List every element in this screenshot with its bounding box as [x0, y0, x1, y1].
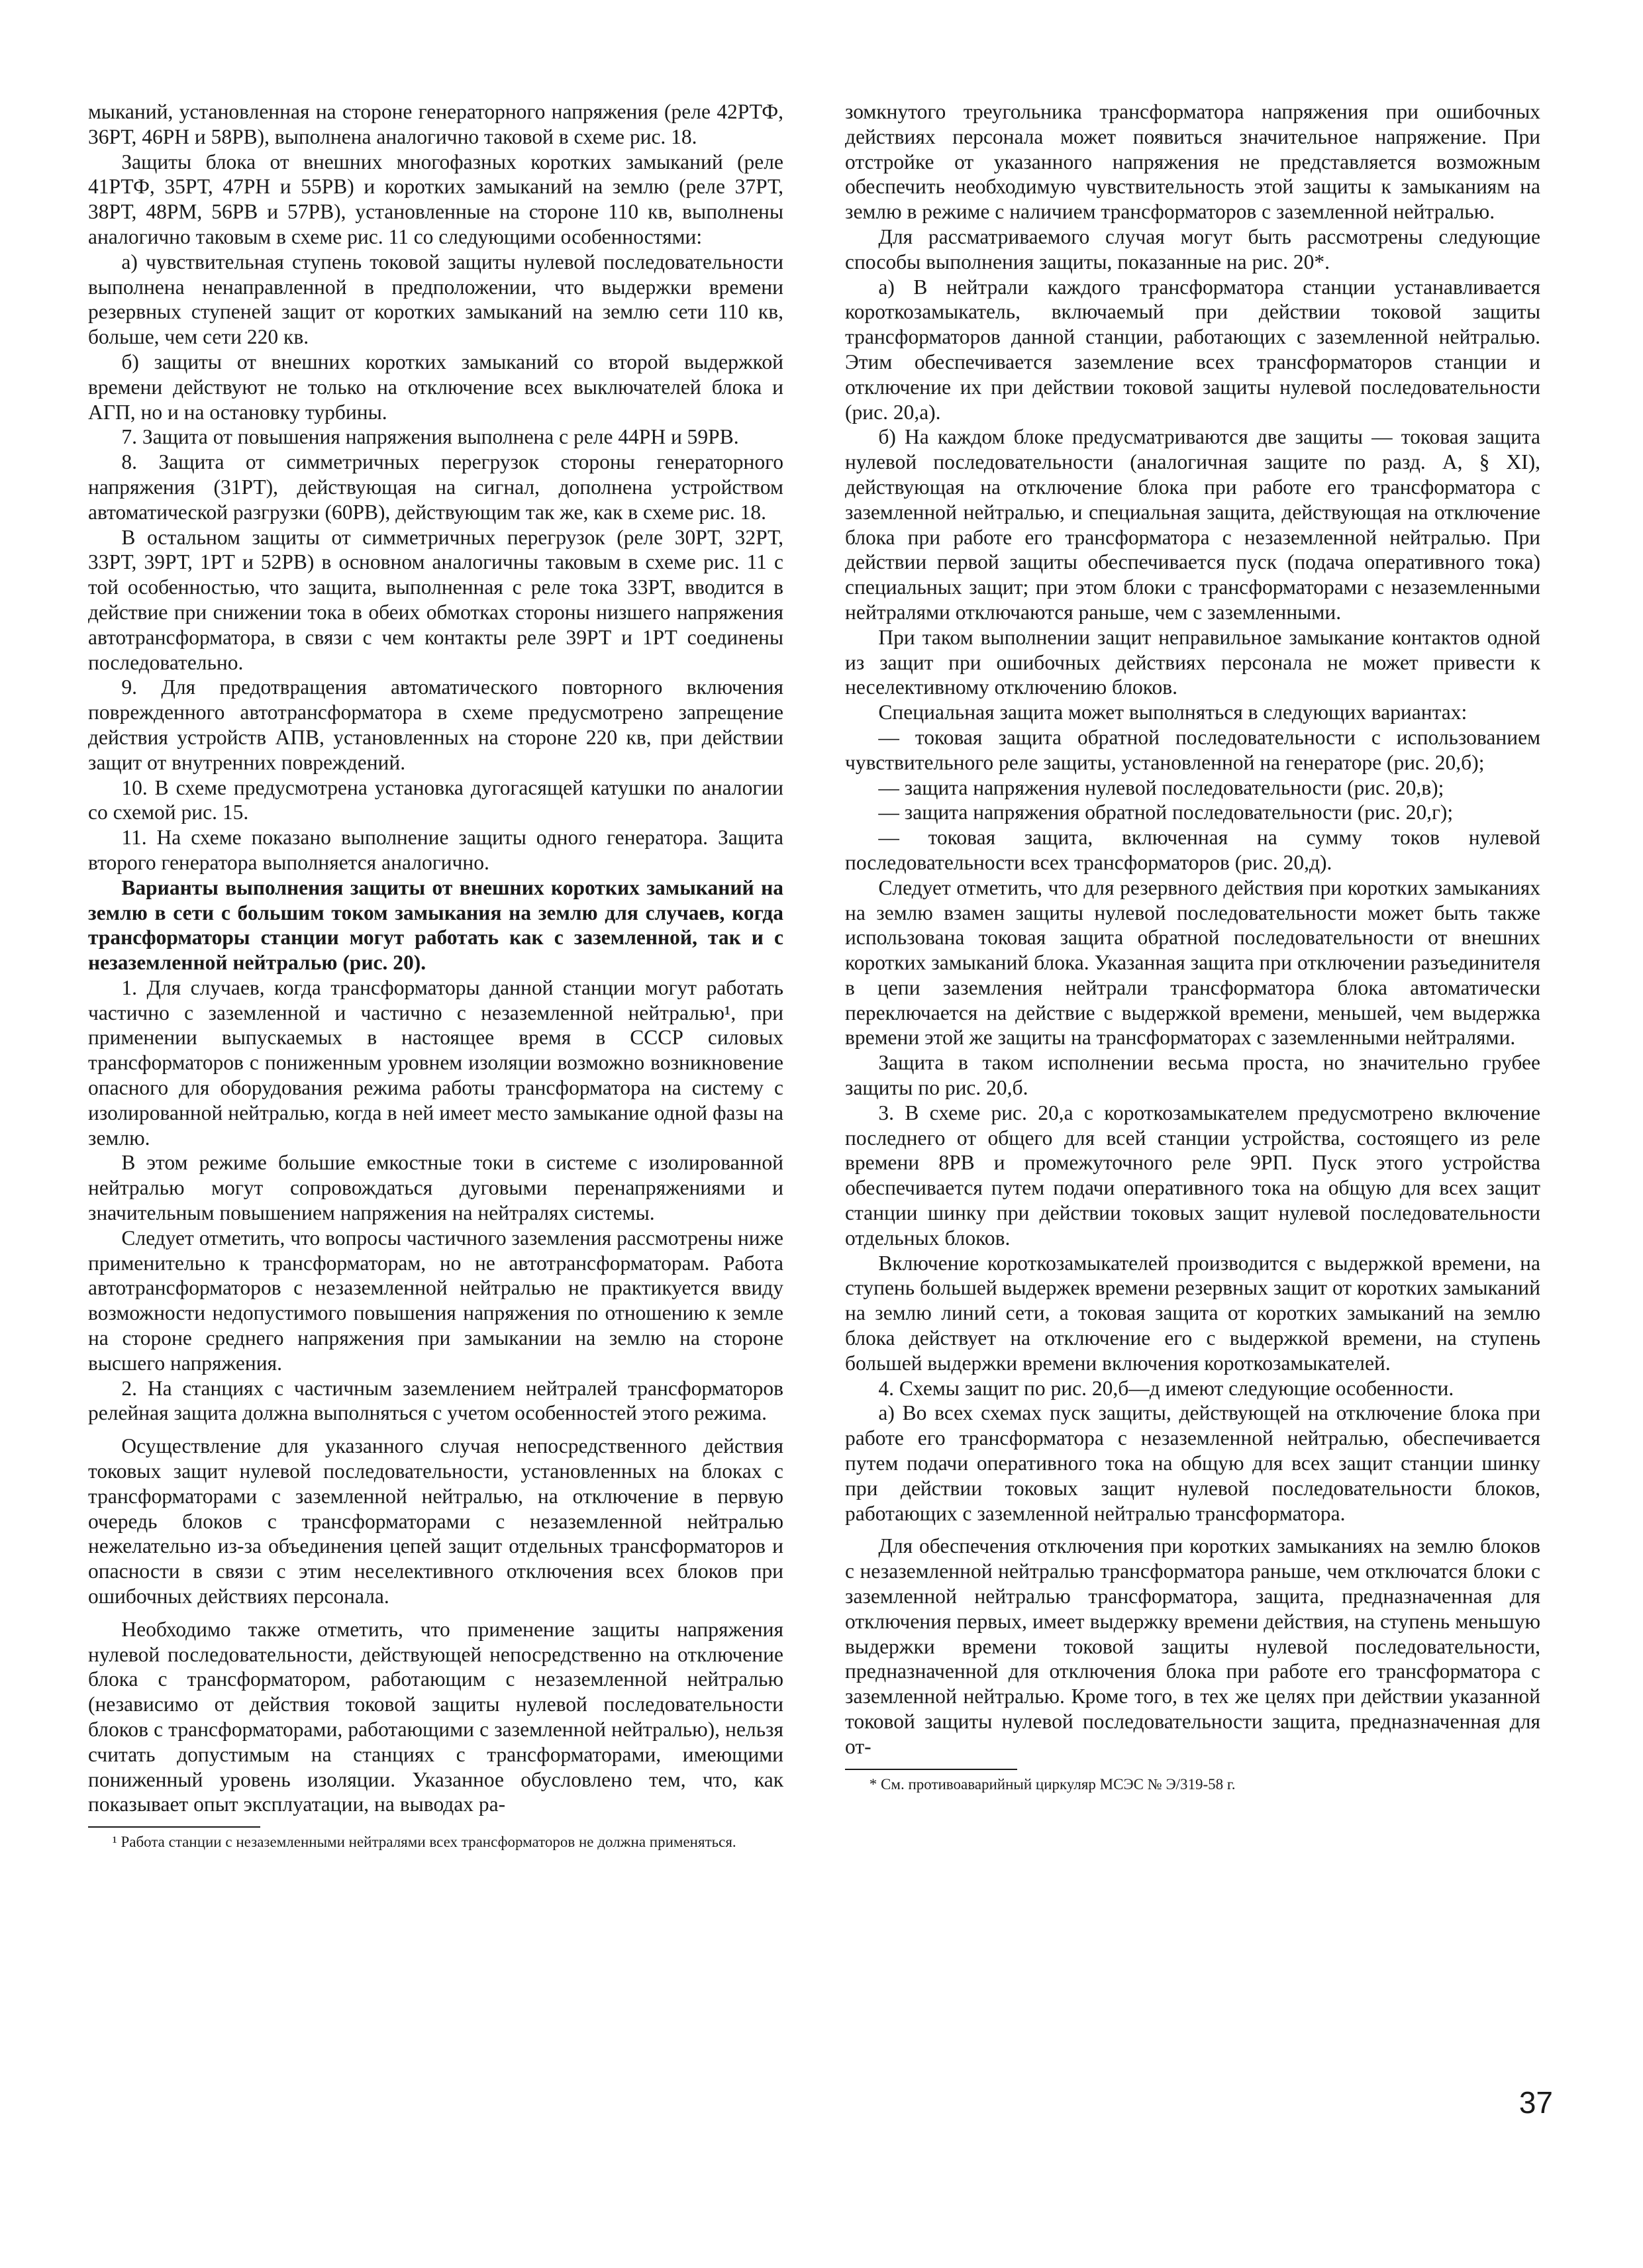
footnote-divider — [845, 1769, 1017, 1770]
paragraph: Включение короткозамыкателей производится с выдержкой времени, на ступень большей выдержек времени резервных защит от коротких замыканий на землю линий сети, а токовая защита от коротких замыканий на землю блока действует на отключение его с выдержкой времени, на ступень большей выдержки времени включения короткозамыкателей. — [845, 1251, 1540, 1375]
footnote: ¹ Работа станции с незаземленными нейтралями всех трансформаторов не должна применяться. — [112, 1834, 736, 1851]
paragraph: зомкнутого треугольника трансформатора напряжения при ошибочных действиях персонала может появиться значительное напряжение. При отстройке от указанного напряжения не представляется возможным обеспечить необходимую чувствительность этой защиты к замыканиям на землю в режиме с наличием трансформаторов с заземленной нейтралью. — [845, 100, 1540, 224]
footnote: * См. противоаварийный циркуляр МСЭС № Э/319-58 г. — [869, 1775, 1236, 1793]
right-column — [845, 99, 1540, 1793]
paragraph: При таком выполнении защит неправильное замыкание контактов одной из защит при ошибочных действиях персонала не может привести к неселективному отключению блоков. — [845, 625, 1540, 699]
section-heading: Варианты выполнения защиты от внешних коротких замыканий на землю в сети с большим током замыкания на землю для случаев, когда трансформаторы станции могут работать как с заземленной, так и с незаземленной нейтралью (рис. 20). — [88, 875, 783, 975]
paragraph: 8. Защита от симметричных перегрузок стороны генераторного напряжения (31РТ), действующая на сигнал, дополнена устройством автоматической разгрузки (60РВ), действующим так же, как в схеме рис. 18. — [88, 450, 783, 524]
paragraph: а) чувствительная ступень токовой защиты нулевой последовательности выполнена ненаправленной в предположении, что выдержки времени резервных ступеней защит от коротких замыканий на землю сети 110 кв, больше, чем сети 220 кв. — [88, 250, 783, 349]
list-item: — защита напряжения обратной последовательности (рис. 20,г); — [878, 801, 1454, 824]
paragraph: Для рассматриваемого случая могут быть рассмотрены следующие способы выполнения защиты, показанные на рис. 20*. — [845, 224, 1540, 273]
left-column — [88, 99, 783, 1851]
paragraph: 10. В схеме предусмотрена установка дугогасящей катушки по аналогии со схемой рис. 15. — [88, 775, 783, 824]
paragraph: Для обеспечения отключения при коротких замыканиях на землю блоков с незаземленной нейтралью трансформатора раньше, чем отключатся блоки с заземленной нейтралью трансформатора, защита, предназначенная для отключения первых, имеет выдержку времени действия, на ступень меньшую выдержки времени токовой защиты нулевой последовательности, предназначенной для отключения блока при работе его трансформатора с заземленной нейтралью. Кроме того, в тех же целях при действии указанной токовой защиты нулевой последовательности защита, предназначенная для от- — [845, 1534, 1540, 1758]
page-number: 37 — [1519, 2085, 1553, 2120]
paragraph: 1. Для случаев, когда трансформаторы данной станции могут работать частично с заземленной и частично с незаземленной нейтралью¹, при применении выпускаемых в настоящее время в СССР силовых трансформаторов с пониженным уровнем изоляции возможно возникновение опасного для оборудования режима работы трансформатора на систему с изолированной нейтралью, когда в ней имеет место замыкание одной фазы на землю. — [88, 975, 783, 1150]
paragraph: мыканий, установленная на стороне генераторного напряжения (реле 42РТФ, 36РТ, 46РН и 58РВ), выполнена аналогично таковой в схеме рис. 18. — [88, 100, 783, 148]
paragraph: 7. Защита от повышения напряжения выполнена с реле 44РН и 59РВ. — [121, 425, 739, 449]
paragraph: Следует отметить, что для резервного действия при коротких замыканиях на землю взамен защиты нулевой последовательности может быть также использована токовая защита обратной последовательности от внешних коротких замыканий блока. Указанная защита при отключении разъединителя в цепи заземления нейтрали трансформатора блока автоматически переключается на действие с выдержкой времени, меньшей, чем выдержка времени этой же защиты на трансформаторах с заземленными нейтралями. — [845, 875, 1540, 1050]
paragraph: 11. На схеме показано выполнение защиты одного генератора. Защита второго генератора выполняется аналогично. — [88, 826, 783, 874]
paragraph: б) защиты от внешних коротких замыканий со второй выдержкой времени действуют не только на отключение всех выключателей блока и АГП, но и на остановку турбины. — [88, 350, 783, 424]
footnote-divider — [88, 1826, 260, 1828]
paragraph: Следует отметить, что вопросы частичного заземления рассмотрены ниже применительно к трансформаторам, но не автотрансформаторам. Работа автотрансформаторов с незаземленной нейтралью не практикуется ввиду возможности недопустимого повышения напряжения по отношению к земле на стороне среднего напряжения при замыкании на землю на стороне высшего напряжения. — [88, 1226, 783, 1375]
paragraph: а) Во всех схемах пуск защиты, действующей на отключение блока при работе его трансформатора с незаземленной нейтралью, обеспечивается путем подачи оперативного тока на общую для всех защит станции шинку при действии токовых защит нулевой последовательности блоков, работающих с заземленной нейтралью трансформатора. — [845, 1401, 1540, 1525]
paragraph: Защита в таком исполнении весьма проста, но значительно грубее защиты по рис. 20,б. — [845, 1051, 1540, 1100]
list-item: — токовая защита обратной последовательности с использованием чувствительного реле защиты, установленной на генераторе (рис. 20,б); — [845, 725, 1540, 774]
paragraph: 2. На станциях с частичным заземлением нейтралей трансформаторов релейная защита должна выполняться с учетом особенностей этого режима. — [88, 1376, 783, 1425]
paragraph: 9. Для предотвращения автоматического повторного включения поврежденного автотрансформатора в схеме предусмотрено запрещение действия устройств АПВ, установленных на стороне 220 кв, при действии защит от внутренних повреждений. — [88, 675, 783, 774]
paragraph: Защиты блока от внешних многофазных коротких замыканий (реле 41РТФ, 35РТ, 47РН и 55РВ) и коротких замыканий на землю (реле 37РТ, 38РТ, 48РМ, 56РВ и 57РВ), установленные на стороне 110 кв, выполнены аналогично таковым в схеме рис. 11 со следующими особенностями: — [88, 150, 783, 248]
paragraph: 4. Схемы защит по рис. 20,б—д имеют следующие особенности. — [878, 1376, 1454, 1400]
list-item: — защита напряжения нулевой последовательности (рис. 20,в); — [878, 775, 1444, 799]
paragraph: а) В нейтрали каждого трансформатора станции устанавливается короткозамыкатель, включаемый при действии токовой защиты трансформаторов данной станции, работающих с заземленной нейтралью. Этим обеспечивается заземление всех трансформаторов станции и отключение их при действии токовой защиты нулевой последовательности (рис. 20,а). — [845, 275, 1540, 424]
paragraph: Специальная защита может выполняться в следующих вариантах: — [878, 701, 1468, 724]
paragraph: В этом режиме большие емкостные токи в системе с изолированной нейтралью могут сопровождаться дуговыми перенапряжениями и значительным повышением напряжения на нейтралях системы. — [88, 1151, 783, 1225]
paragraph: В остальном защиты от симметричных перегрузок (реле 30РТ, 32РТ, 33РТ, 39РТ, 1РТ и 52РВ) в основном аналогичны таковым в схеме рис. 11 с той особенностью, что защита, выполненная с реле тока 33РТ, вводится в действие при снижении тока в обеих обмотках стороны низшего напряжения автотрансформатора, в связи с чем контакты реле 39РТ и 1РТ соединены последовательно. — [88, 525, 783, 674]
paragraph: б) На каждом блоке предусматриваются две защиты — токовая защита нулевой последовательности (аналогичная защите по разд. А, § XI), действующая на отключение блока при работе его трансформатора с заземленной нейтралью, и специальная защита, действующая на отключение блока при работе его трансформатора с незаземленной нейтралью. При действии первой защиты обеспечивается пуск (подача оперативного тока) специальных защит; при этом блоки с трансформаторами с незаземленными нейтралями отключаются раньше, чем с заземленными. — [845, 425, 1540, 624]
paragraph: Осуществление для указанного случая непосредственного действия токовых защит нулевой последовательности, установленных на блоках с трансформаторами с заземленной нейтралью, на отключение в первую очередь блоков с трансформаторами с незаземленной нейтралью нежелательно из-за объединения цепей защит отдельных трансформаторов и опасности в связи с этим неселективного отключения всех блоков при ошибочных действиях персонала. — [88, 1434, 783, 1608]
list-item: — токовая защита, включенная на сумму токов нулевой последовательности всех трансформаторов (рис. 20,д). — [845, 826, 1540, 874]
paragraph: 3. В схеме рис. 20,а с короткозамыкателем предусмотрено включение последнего от общего для всей станции устройства, состоящего из реле времени 8РВ и промежуточного реле 9РП. Пуск этого устройства обеспечивается путем подачи оперативного тока на общую для всех защит станции шинку при действии токовых защит нулевой последовательности отдельных блоков. — [845, 1101, 1540, 1250]
paragraph: Необходимо также отметить, что применение защиты напряжения нулевой последовательности, действующей непосредственно на отключение блока с трансформатором, работающим с незаземленной нейтралью (независимо от действия токовой защиты нулевой последовательности блоков с трансформаторами, работающими с заземленной нейтралью), нельзя считать допустимым на станциях с трансформаторами, имеющими пониженный уровень изоляции. Указанное обусловлено тем, что, как показывает опыт эксплуатации, на выводах ра- — [88, 1617, 783, 1816]
